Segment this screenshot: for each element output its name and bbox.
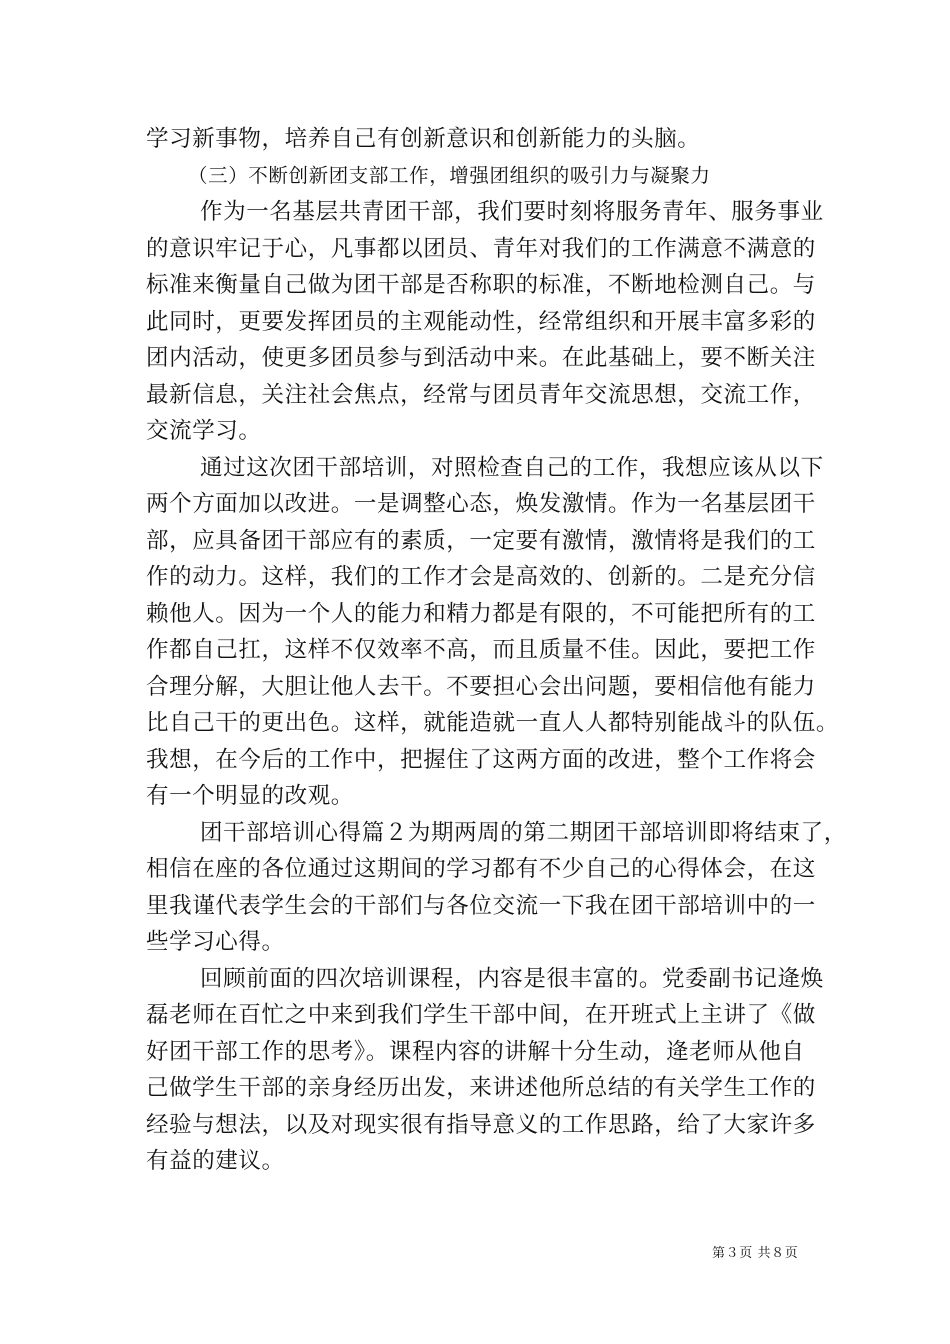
text-line: 好团干部工作的思考》。课程内容的讲解十分生动，逄老师从他自 — [146, 1038, 805, 1065]
text-line: 我想，在今后的工作中，把握住了这两方面的改进，整个工作将会 — [146, 746, 816, 773]
text-line: 经验与想法，以及对现实很有指导意义的工作思路，给了大家许多 — [146, 1111, 816, 1138]
text-line: 比自己干的更出色。这样，就能造就一直人人都特别能战斗的队伍。 — [146, 710, 840, 736]
text-line: 合理分解，大胆让他人去干。不要担心会出问题，要相信他有能力 — [146, 673, 816, 700]
text-line: 交流学习。 — [146, 418, 262, 444]
text-line: 己做学生干部的亲身经历出发，来讲述他所总结的有关学生工作的 — [146, 1075, 816, 1101]
text-line: 两个方面加以改进。一是调整心态，焕发激情。作为一名基层团干 — [146, 491, 816, 517]
text-line: 此同时，更要发挥团员的主观能动性，经常组织和开展丰富多彩的 — [146, 308, 816, 335]
document-body — [146, 121, 847, 1180]
text-line: 标准来衡量自己做为团干部是否称职的标准，不断地检测自己。与 — [146, 272, 816, 298]
text-line: 磊老师在百忙之中来到我们学生干部中间，在开班式上主讲了《做 — [146, 1002, 816, 1028]
text-line: 团内活动，使更多团员参与到活动中来。在此基础上，要不断关注 — [146, 345, 816, 371]
text-line: 赖他人。因为一个人的能力和精力都是有限的，不可能把所有的工 — [146, 600, 816, 627]
page-number: 第３页 共８页 — [712, 1246, 799, 1261]
text-line: 些学习心得。 — [146, 929, 285, 955]
text-line: 作为一名基层共青团干部，我们要时刻将服务青年、服务事业 — [200, 199, 824, 225]
text-line: 有一个明显的改观。 — [146, 783, 354, 809]
text-line: 的意识牢记于心，凡事都以团员、青年对我们的工作满意不满意的 — [146, 235, 816, 262]
text-line: 团干部培训心得篇２为期两周的第二期团干部培训即将结束了， — [200, 819, 847, 846]
text-line: 作的动力。这样，我们的工作才会是高效的、创新的。二是充分信 — [146, 564, 816, 590]
text-line: 学习新事物，培养自己有创新意识和创新能力的头脑。 — [146, 126, 701, 152]
text-line: 相信在座的各位通过这期间的学习都有不少自己的心得体会，在这 — [146, 856, 816, 882]
section-heading: （三）不断创新团支部工作，增强团组织的吸引力与凝聚力 — [188, 163, 711, 187]
text-line: 通过这次团干部培训，对照检查自己的工作，我想应该从以下 — [200, 454, 824, 481]
text-line: 作都自己扛，这样不仅效率不高，而且质量不佳。因此，要把工作 — [146, 637, 816, 663]
text-line: 部，应具备团干部应有的素质，一定要有激情，激情将是我们的工 — [146, 527, 816, 554]
text-line: 回顾前面的四次培训课程，内容是很丰富的。党委副书记逄焕 — [200, 965, 824, 992]
text-line: 最新信息，关注社会焦点，经常与团员青年交流思想，交流工作， — [146, 381, 816, 408]
text-line: 里我谨代表学生会的干部们与各位交流一下我在团干部培训中的一 — [146, 892, 816, 919]
text-line: 有益的建议。 — [146, 1148, 285, 1174]
